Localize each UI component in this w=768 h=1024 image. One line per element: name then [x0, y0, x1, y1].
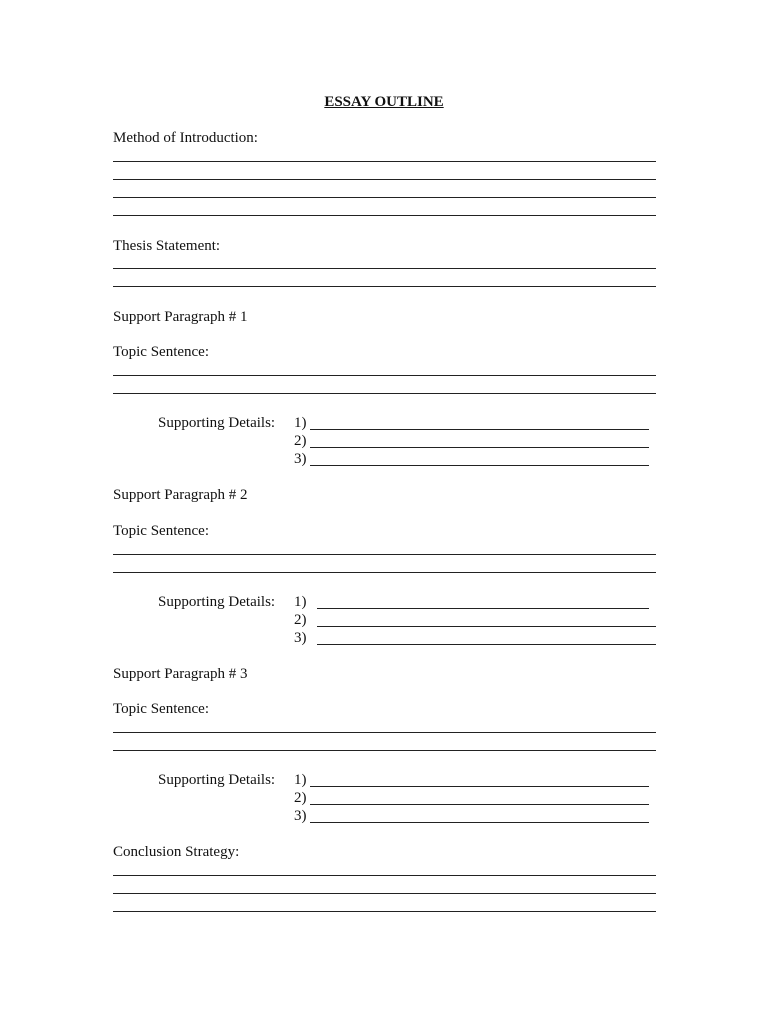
- intro-label: Method of Introduction:: [113, 130, 258, 146]
- detail-number: 2): [294, 612, 307, 628]
- detail-number: 3): [294, 808, 307, 824]
- detail-number: 2): [294, 790, 307, 806]
- detail-line[interactable]: [310, 804, 649, 805]
- thesis-label: Thesis Statement:: [113, 238, 221, 254]
- detail-line[interactable]: [310, 429, 649, 430]
- topic-sentence-line[interactable]: [113, 732, 656, 733]
- conclusion-line[interactable]: [113, 893, 656, 894]
- detail-number: 1): [294, 415, 307, 431]
- intro-line[interactable]: [113, 179, 656, 180]
- detail-line[interactable]: [317, 626, 656, 627]
- topic-sentence-line[interactable]: [113, 554, 656, 555]
- detail-number: 1): [294, 772, 307, 788]
- topic-sentence-label: Topic Sentence:: [113, 523, 209, 539]
- topic-sentence-line[interactable]: [113, 375, 656, 376]
- document-title: ESSAY OUTLINE: [324, 94, 444, 110]
- detail-number: 3): [294, 451, 307, 467]
- detail-number: 1): [294, 594, 307, 610]
- topic-sentence-line[interactable]: [113, 572, 656, 573]
- support-paragraph-heading: Support Paragraph # 1: [113, 309, 248, 325]
- detail-line[interactable]: [317, 608, 649, 609]
- detail-line[interactable]: [310, 465, 649, 466]
- topic-sentence-line[interactable]: [113, 750, 656, 751]
- support-paragraph-heading: Support Paragraph # 2: [113, 487, 248, 503]
- thesis-line[interactable]: [113, 286, 656, 287]
- conclusion-line[interactable]: [113, 875, 656, 876]
- intro-line[interactable]: [113, 215, 656, 216]
- intro-line[interactable]: [113, 197, 656, 198]
- supporting-details-label: Supporting Details:: [158, 772, 276, 788]
- detail-line[interactable]: [317, 644, 656, 645]
- support-paragraph-heading: Support Paragraph # 3: [113, 666, 248, 682]
- detail-line[interactable]: [310, 822, 649, 823]
- supporting-details-label: Supporting Details:: [158, 594, 276, 610]
- supporting-details-label: Supporting Details:: [158, 415, 276, 431]
- topic-sentence-label: Topic Sentence:: [113, 701, 209, 717]
- conclusion-line[interactable]: [113, 911, 656, 912]
- detail-number: 3): [294, 630, 307, 646]
- detail-line[interactable]: [310, 447, 649, 448]
- detail-number: 2): [294, 433, 307, 449]
- topic-sentence-label: Topic Sentence:: [113, 344, 209, 360]
- detail-line[interactable]: [310, 786, 649, 787]
- intro-line[interactable]: [113, 161, 656, 162]
- thesis-line[interactable]: [113, 268, 656, 269]
- topic-sentence-line[interactable]: [113, 393, 656, 394]
- conclusion-label: Conclusion Strategy:: [113, 844, 240, 860]
